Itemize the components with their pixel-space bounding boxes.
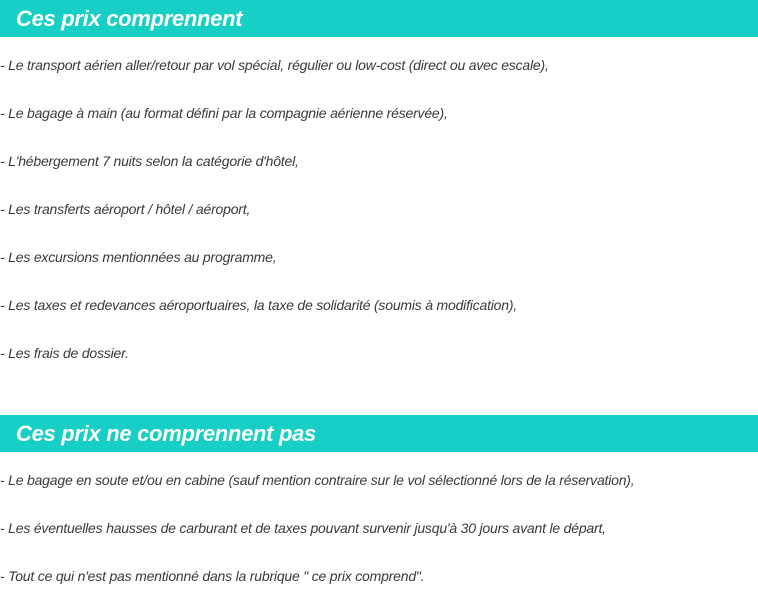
list-item: - Le bagage en soute et/ou en cabine (sauf mention contraire sur le vol sélectionné lors de la réservation), [0,472,635,488]
list-item: - Les frais de dossier. [0,345,129,361]
included-title: Ces prix comprennent [16,5,243,31]
list-item: - Les excursions mentionnées au programme, [0,249,277,265]
excluded-header [0,415,758,452]
list-item: - Les taxes et redevances aéroportuaires, la taxe de solidarité (soumis à modification), [0,297,517,313]
list-item: - Le transport aérien aller/retour par vol spécial, régulier ou low-cost (direct ou avec escale), [0,57,549,73]
excluded-section [0,415,758,584]
list-item: - L'hébergement 7 nuits selon la catégorie d'hôtel, [0,153,299,169]
list-item: - Les éventuelles hausses de carburant et de taxes pouvant survenir jusqu'à 30 jours avant le départ, [0,520,606,536]
list-item: - Le bagage à main (au format défini par la compagnie aérienne réservée), [0,105,448,121]
list-item: - Les transferts aéroport / hôtel / aéroport, [0,201,251,217]
included-header [0,0,758,37]
list-item: - Tout ce qui n'est pas mentionné dans la rubrique " ce prix comprend". [0,568,425,584]
excluded-title: Ces prix ne comprennent pas [16,420,316,446]
